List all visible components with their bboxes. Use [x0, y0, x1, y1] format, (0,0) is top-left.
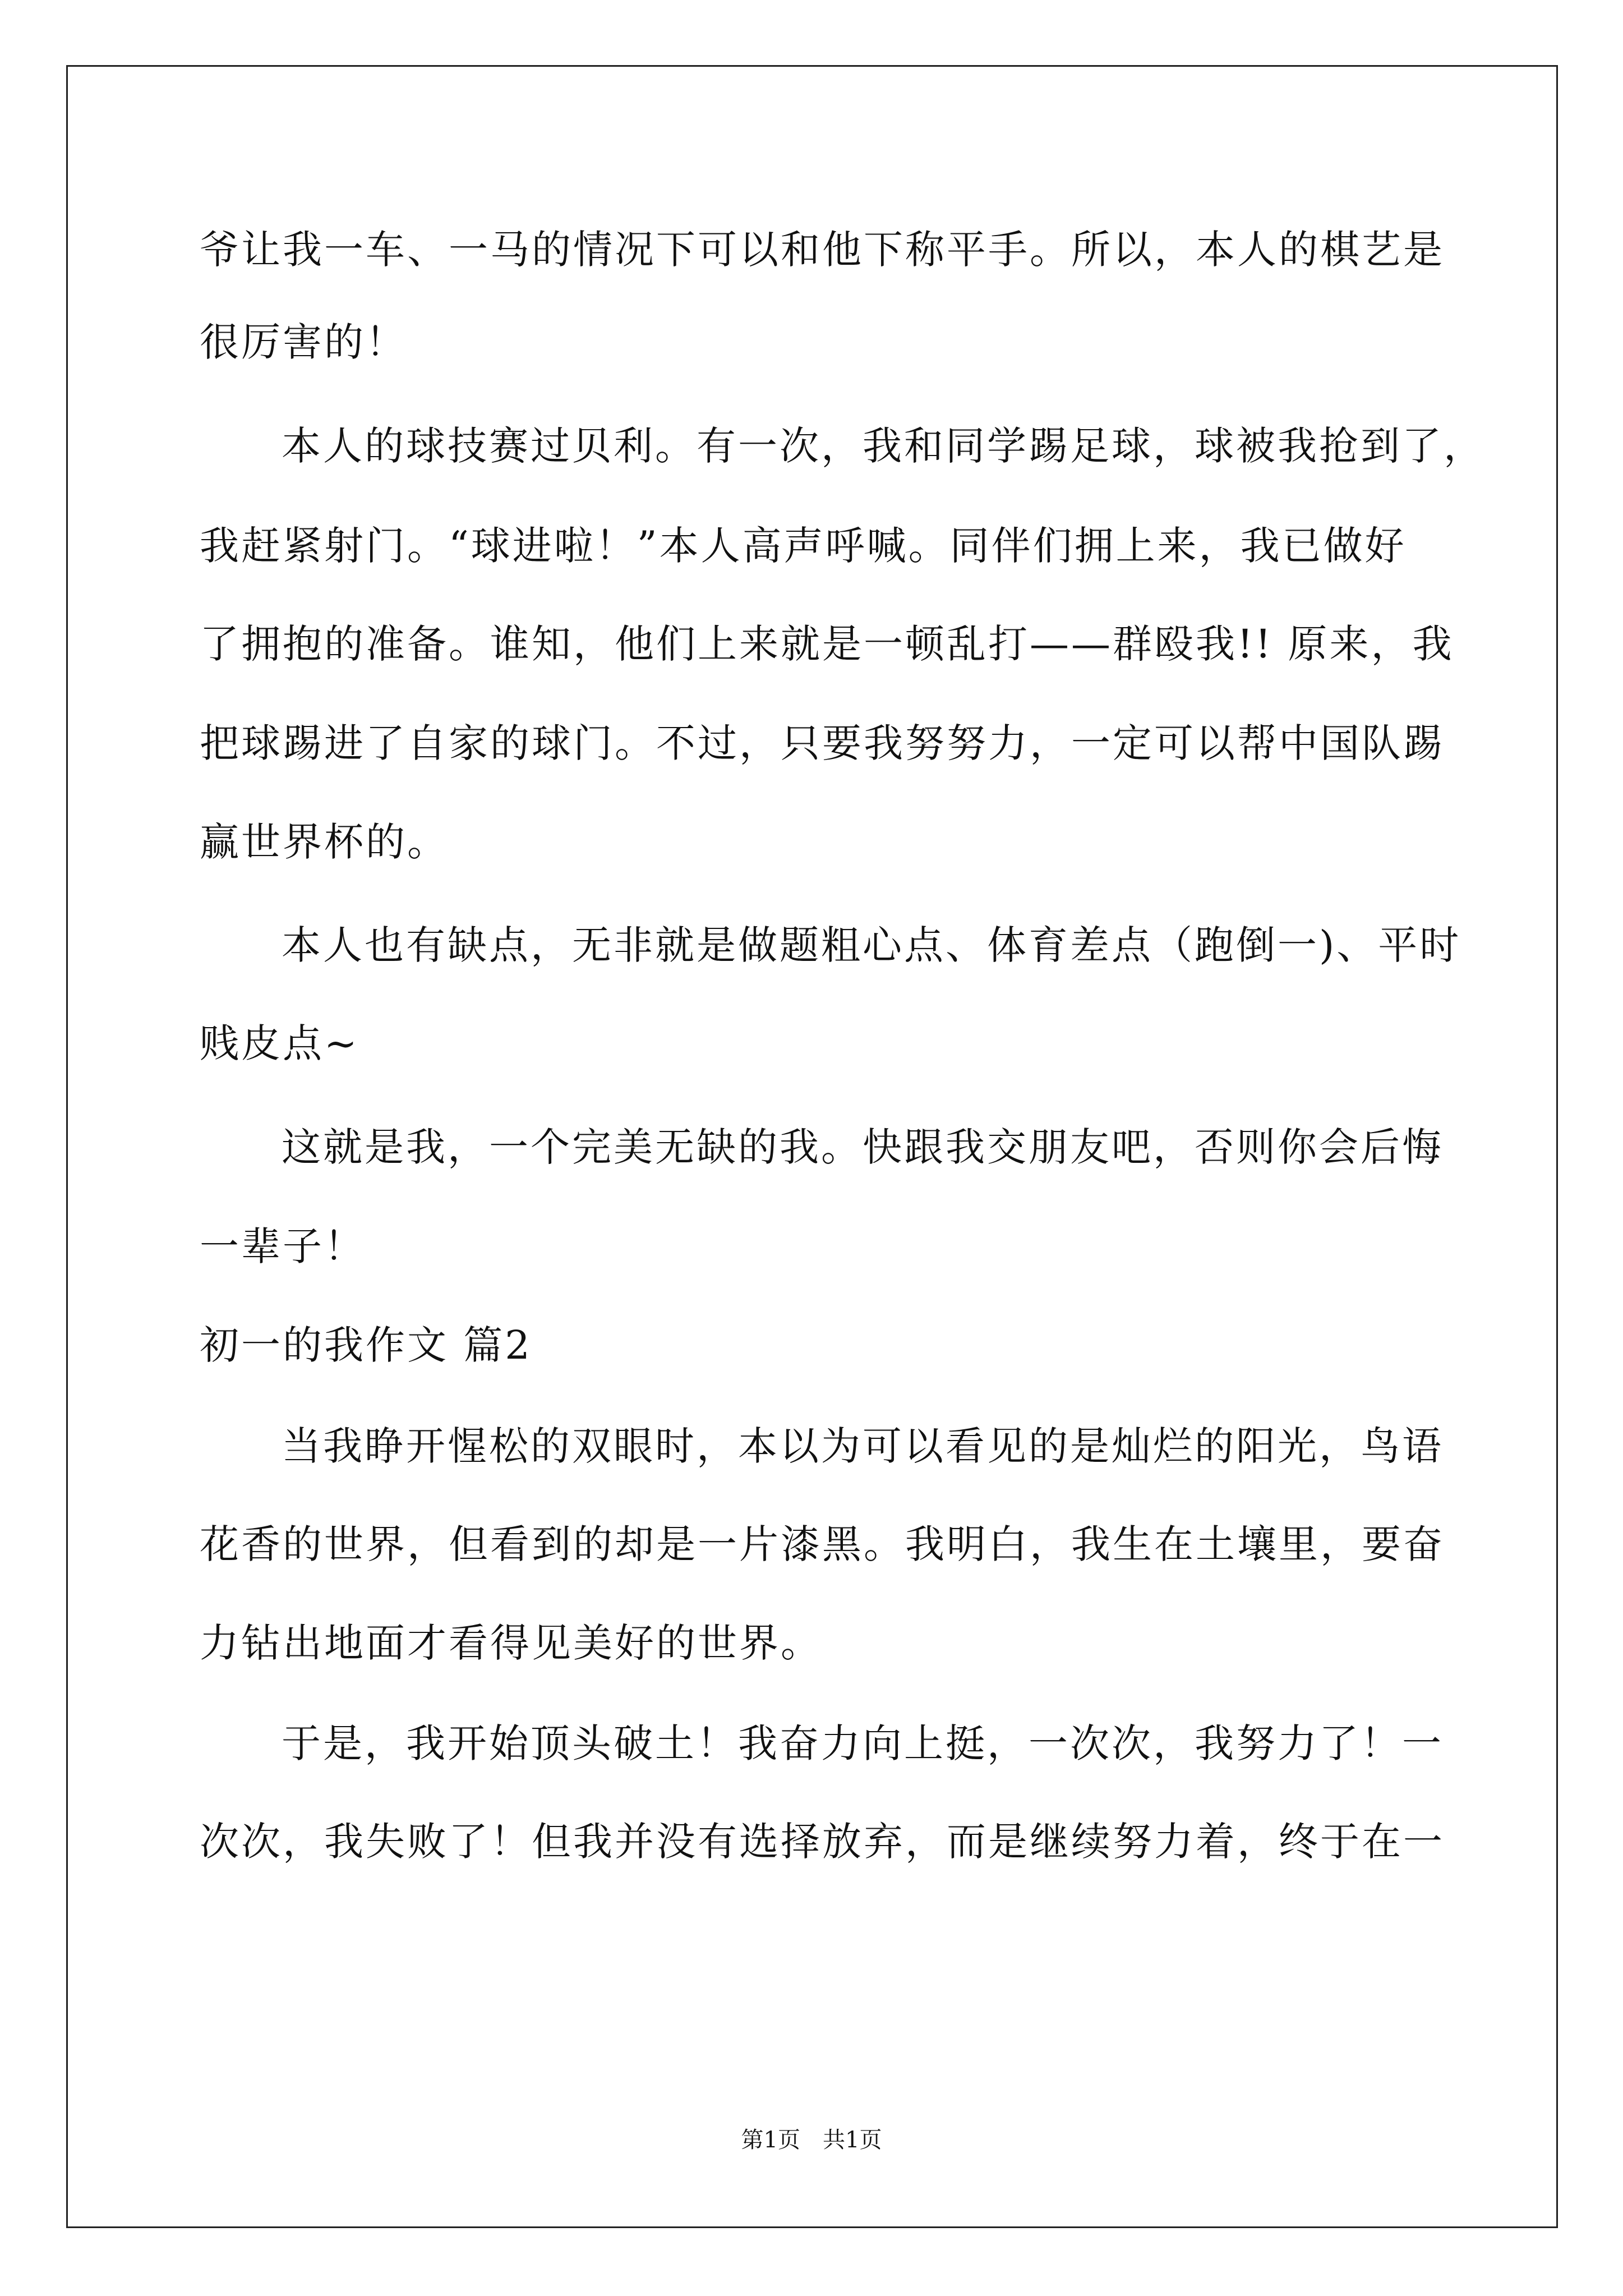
text-line: 了拥抱的准备。谁知，他们上来就是一顿乱打——群殴我!! 原来，我 — [200, 621, 1454, 667]
text-line: 我赶紧射门。“球进啦！”本人高声呼喊。同伴们拥上来，我已做好 — [200, 523, 1407, 569]
text-line: 贱皮点~ — [200, 1020, 359, 1066]
text-line: 这就是我，一个完美无缺的我。快跟我交朋友吧，否则你会后悔 — [282, 1124, 1444, 1170]
page-footer: 第1页 共1页 — [741, 2127, 882, 2153]
text-line: 当我睁开惺松的双眼时，本以为可以看见的是灿烂的阳光，鸟语 — [282, 1423, 1444, 1469]
text-line: 于是，我开始顶头破土！我奋力向上挺，一次次，我努力了！一 — [282, 1720, 1444, 1766]
text-line: 本人也有缺点，无非就是做题粗心点、体育差点（跑倒一)、平时 — [282, 922, 1461, 968]
section-heading: 初一的我作文 篇2 — [200, 1322, 532, 1368]
text-line: 花香的世界，但看到的却是一片漆黑。我明白，我生在土壤里，要奋 — [200, 1521, 1445, 1567]
text-line: 力钻出地面才看得见美好的世界。 — [200, 1620, 822, 1666]
text-line: 一辈子！ — [200, 1223, 366, 1269]
text-line: 很厉害的！ — [200, 319, 407, 365]
text-line: 次次，我失败了！但我并没有选择放弃，而是继续努力着，终于在一 — [200, 1819, 1445, 1865]
text-line: 本人的球技赛过贝利。有一次，我和同学踢足球，球被我抢到了， — [282, 423, 1485, 469]
text-line: 爷让我一车、一马的情况下可以和他下称平手。所以，本人的棋艺是 — [200, 227, 1445, 273]
text-line: 赢世界杯的。 — [200, 819, 449, 865]
text-line: 把球踢进了自家的球门。不过，只要我努努力，一定可以帮中国队踢 — [200, 720, 1445, 766]
